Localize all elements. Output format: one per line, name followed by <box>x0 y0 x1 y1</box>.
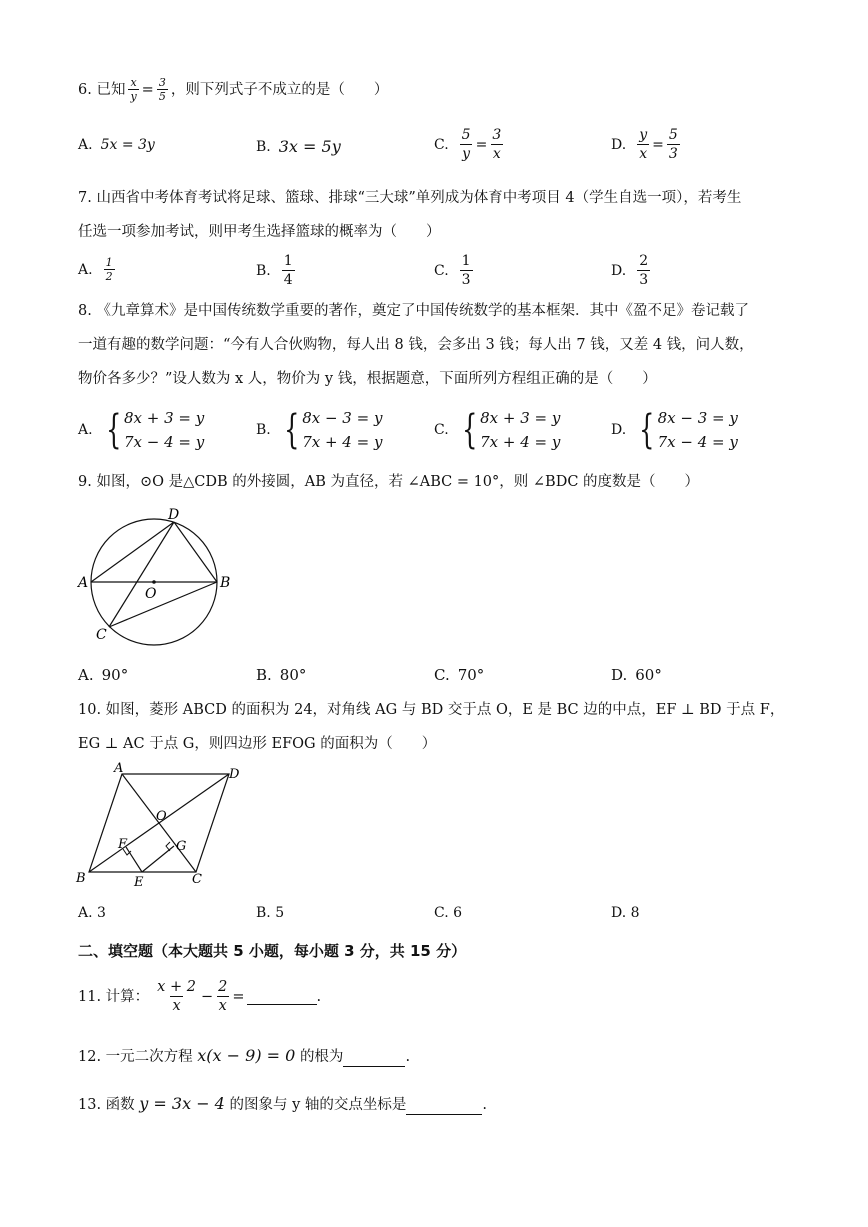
q9-label-a: A <box>78 575 89 591</box>
q10-rhombus-figure <box>74 762 254 892</box>
q8-line1: 8. 《九章算术》是中国传统数学重要的著作，奠定了中国传统数学的基本框架．其中《盈不足》卷记载了 <box>78 303 749 319</box>
q6-option-c[interactable]: C. $\frac{5}{y}$ = $\frac{3}{x}$ <box>434 127 502 162</box>
q10-label-f: F <box>118 837 128 852</box>
q9-option-b[interactable]: B. 80° <box>256 666 307 684</box>
q9-option-d[interactable]: D. 60° <box>611 666 662 684</box>
q8-option-d[interactable]: D. { 8x − 3 = y 7x − 4 = y <box>611 407 738 453</box>
q6-option-d[interactable]: D. $\frac{y}{x}$ = $\frac{5}{3}$ <box>611 127 678 162</box>
q13-stem: 13. 函数 y = 3x − 4 的图象与 y 轴的交点坐标是 . <box>78 1094 487 1113</box>
q10-line2: EG ⊥ AC 于点 G，则四边形 EFOG 的面积为（ ） <box>78 736 437 752</box>
q6-option-a[interactable]: A. 5x = 3y <box>78 137 155 153</box>
q11-stem: 11. 计算： $\frac{x + 2}{x}$ − $\frac{2}{x}$ = . <box>78 979 322 1014</box>
q6-number: 6. <box>78 81 92 98</box>
q7-option-c[interactable]: C. $\frac{1}{3}$ <box>434 253 471 288</box>
q10-label-a: A <box>114 762 124 776</box>
q11-frac2: $\frac{2}{x}$ <box>218 979 228 1014</box>
q12-answer-blank[interactable] <box>343 1050 405 1067</box>
q7-option-d[interactable]: D. $\frac{2}{3}$ <box>611 253 649 288</box>
q9-segment-ad <box>91 522 174 582</box>
q9-label-c: C <box>96 627 107 643</box>
q6-option-b[interactable]: B. 3x = 5y <box>256 137 341 156</box>
q8-line2: 一道有趣的数学问题：“今有人合伙购物，每人出 8 钱，会多出 3 钱；每人出 7 钱，又差 4 钱，问人数， <box>78 337 754 353</box>
q10-right-angle-g <box>166 842 170 851</box>
q9-option-a[interactable]: A. 90° <box>78 666 129 684</box>
q10-label-g: G <box>176 839 187 854</box>
q6-post: ，则下列式子不成立的是（ ） <box>170 81 389 98</box>
q8-option-a[interactable]: A. { 8x + 3 = y 7x − 4 = y <box>78 407 205 453</box>
q6-pre: 已知 <box>96 81 126 98</box>
q8-option-c[interactable]: C. { 8x + 3 = y 7x + 4 = y <box>434 407 561 453</box>
q9-circle-figure <box>74 505 244 653</box>
q10-line1: 10. 如图，菱形 ABCD 的面积为 24，对角线 AG 与 BD 交于点 O，E 是 BC 边的中点，EF ⊥ BD 于点 F， <box>78 702 785 718</box>
q11-answer-blank[interactable] <box>247 988 317 1005</box>
q7-line2: 任选一项参加考试，则甲考生选择篮球的概率为（ ） <box>78 224 441 240</box>
q10-label-b: B <box>76 871 86 886</box>
q9-label-b: B <box>220 575 231 591</box>
q10-label-c: C <box>192 872 202 887</box>
q10-label-o: O <box>156 809 167 824</box>
q8-option-b[interactable]: B. { 8x − 3 = y 7x + 4 = y <box>256 407 383 453</box>
q6-option-a-text: 5x = 3y <box>100 137 155 153</box>
q7-option-a[interactable]: A. $\frac{1}{2}$ <box>78 256 113 283</box>
q10-option-c[interactable]: C. 6 <box>434 905 463 921</box>
q11-minus: − <box>200 988 214 1005</box>
q9-label-o: O <box>145 586 157 602</box>
q12-stem: 12. 一元二次方程 x(x − 9) = 0 的根为 . <box>78 1046 411 1065</box>
q10-label-e: E <box>134 875 144 890</box>
q6-stem <box>78 76 388 103</box>
q13-function: y = 3x − 4 <box>139 1094 225 1113</box>
q12-mid: 的根为 <box>299 1049 344 1065</box>
q6-frac-lhs: $\frac{x}{y}$ <box>130 76 137 103</box>
q9-line1: 9. 如图，⊙O 是△CDB 的外接圆，AB 为直径，若 ∠ABC = 10°，则 ∠BDC 的度数是（ ） <box>78 474 700 490</box>
q9-segment-db <box>174 522 217 582</box>
q12-pre: 12. 一元二次方程 <box>78 1049 193 1065</box>
q9-segment-cb <box>109 582 217 627</box>
q11-eq: = <box>232 988 245 1005</box>
q6-eq: = <box>141 81 154 98</box>
q10-option-d[interactable]: D. 8 <box>611 905 640 921</box>
q6-option-b-text: 3x = 5y <box>278 137 341 156</box>
q9-center-dot <box>152 580 156 584</box>
q10-segment-ef <box>126 847 142 872</box>
q6-frac-rhs: $\frac{3}{5}$ <box>158 76 166 103</box>
q9-label-d: D <box>168 507 180 523</box>
q9-option-c[interactable]: C. 70° <box>434 666 485 684</box>
q11-frac1: $\frac{x + 2}{x}$ <box>157 979 196 1014</box>
q8-line3: 物价各多少？”设人数为 x 人，物价为 y 钱，根据题意，下面所列方程组正确的是（ ） <box>78 371 657 387</box>
section2-heading: 二、填空题（本大题共 5 小题，每小题 3 分，共 15 分） <box>78 942 467 960</box>
q7-option-b[interactable]: B. $\frac{1}{4}$ <box>256 253 293 288</box>
q13-answer-blank[interactable] <box>406 1098 482 1115</box>
q10-option-a[interactable]: A. 3 <box>78 905 106 921</box>
q7-line1: 7. 山西省中考体育考试将足球、篮球、排球“三大球”单列成为体育中考项目 4（学生自选一项），若考生 <box>78 190 742 206</box>
q13-mid: 的图象与 y 轴的交点坐标是 <box>229 1097 407 1113</box>
q11-pre: 11. 计算： <box>78 988 150 1005</box>
q12-equation: x(x − 9) = 0 <box>197 1046 296 1065</box>
q10-label-d: D <box>229 767 240 782</box>
q13-pre: 13. 函数 <box>78 1097 135 1113</box>
q9-segment-dc <box>109 522 174 627</box>
q10-option-b[interactable]: B. 5 <box>256 905 285 921</box>
